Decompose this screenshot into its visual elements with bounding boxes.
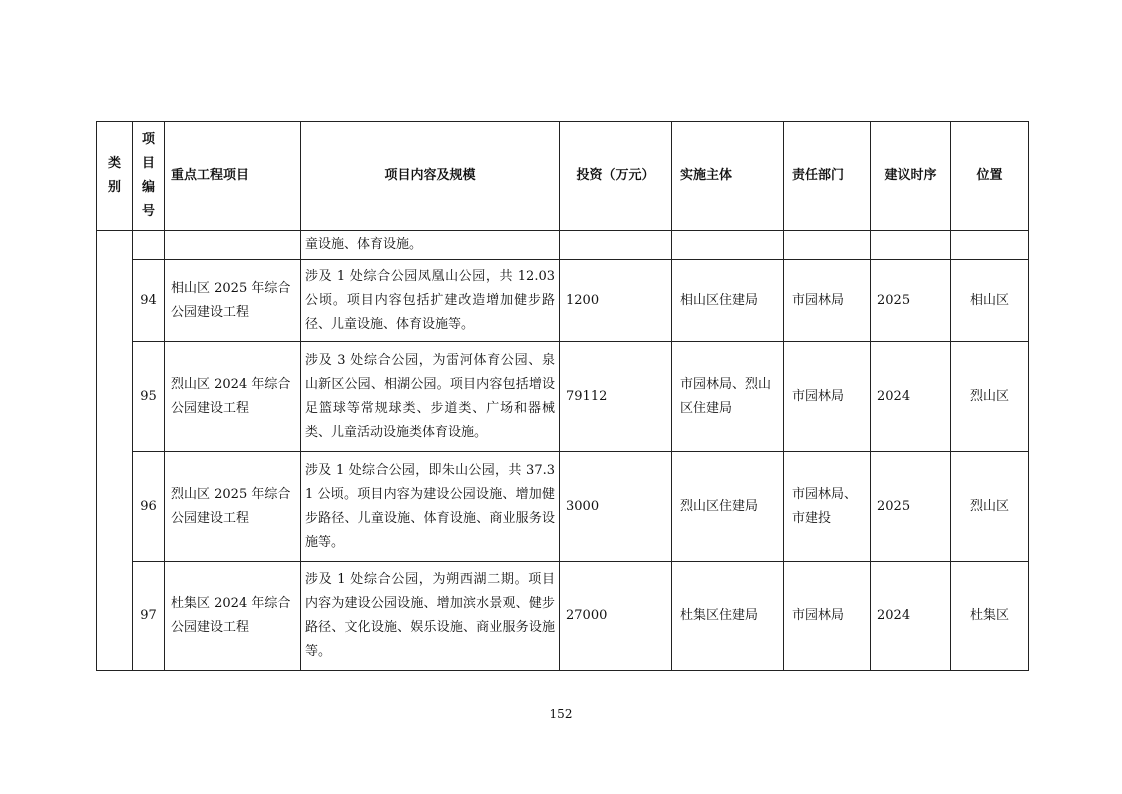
header-content: 项目内容及规模	[301, 122, 560, 231]
cell-schedule	[871, 231, 951, 260]
cell-project: 杜集区 2024 年综合公园建设工程	[165, 562, 301, 671]
cell-location: 杜集区	[951, 562, 1029, 671]
cell-project: 烈山区 2024 年综合公园建设工程	[165, 342, 301, 452]
category-cell	[97, 231, 133, 671]
cell-no	[133, 231, 165, 260]
cell-no: 95	[133, 342, 165, 452]
cell-no: 94	[133, 260, 165, 342]
cell-content: 涉及 1 处综合公园，即朱山公园，共 37.31 公顷。项目内容为建设公园设施、增加健步路径、儿童设施、体育设施、商业服务设施等。	[301, 452, 560, 562]
cell-schedule: 2024	[871, 562, 951, 671]
header-category: 类 别	[97, 122, 133, 231]
table-row	[97, 342, 1029, 452]
header-key-project: 重点工程项目	[165, 122, 301, 231]
cell-schedule: 2025	[871, 452, 951, 562]
table-row	[97, 452, 1029, 562]
header-schedule: 建议时序	[871, 122, 951, 231]
cell-implementer: 相山区住建局	[672, 260, 784, 342]
cell-investment: 1200	[560, 260, 672, 342]
cell-content: 涉及 1 处综合公园，为朔西湖二期。项目内容为建设公园设施、增加滨水景观、健步路径、文化设施、娱乐设施、商业服务设施等。	[301, 562, 560, 671]
cell-department	[784, 231, 871, 260]
cell-investment: 79112	[560, 342, 672, 452]
cell-implementer: 烈山区住建局	[672, 452, 784, 562]
cell-content: 涉及 1 处综合公园凤凰山公园，共 12.03 公顷。项目内容包括扩建改造增加健步路径、儿童设施、体育设施等。	[301, 260, 560, 342]
header-investment: 投资（万元）	[560, 122, 672, 231]
header-department: 责任部门	[784, 122, 871, 231]
cell-implementer: 市园林局、烈山区住建局	[672, 342, 784, 452]
cell-location: 相山区	[951, 260, 1029, 342]
cell-implementer	[672, 231, 784, 260]
cell-department: 市园林局	[784, 562, 871, 671]
cell-no: 97	[133, 562, 165, 671]
cell-schedule: 2024	[871, 342, 951, 452]
cell-investment: 3000	[560, 452, 672, 562]
cell-no: 96	[133, 452, 165, 562]
page-number: 152	[549, 707, 573, 721]
cell-content: 涉及 3 处综合公园，为雷河体育公园、泉山新区公园、相湖公园。项目内容包括增设足篮球等常规球类、步道类、广场和器械类、儿童活动设施类体育设施。	[301, 342, 560, 452]
table-row	[97, 260, 1029, 342]
cell-investment	[560, 231, 672, 260]
projects-table	[96, 121, 1029, 671]
cell-location	[951, 231, 1029, 260]
header-implementer: 实施主体	[672, 122, 784, 231]
cell-department: 市园林局	[784, 260, 871, 342]
cell-project	[165, 231, 301, 260]
cell-content: 童设施、体育设施。	[301, 231, 560, 260]
header-row	[97, 122, 1029, 231]
cell-investment: 27000	[560, 562, 672, 671]
header-project-no: 项 目 编 号	[133, 122, 165, 231]
cell-schedule: 2025	[871, 260, 951, 342]
cell-location: 烈山区	[951, 452, 1029, 562]
header-location: 位置	[951, 122, 1029, 231]
cell-implementer: 杜集区住建局	[672, 562, 784, 671]
table-row	[97, 562, 1029, 671]
cell-project: 烈山区 2025 年综合公园建设工程	[165, 452, 301, 562]
cell-project: 相山区 2025 年综合公园建设工程	[165, 260, 301, 342]
cell-location: 烈山区	[951, 342, 1029, 452]
table-row-continuation	[97, 231, 1029, 260]
cell-department: 市园林局	[784, 342, 871, 452]
cell-department: 市园林局、市建投	[784, 452, 871, 562]
